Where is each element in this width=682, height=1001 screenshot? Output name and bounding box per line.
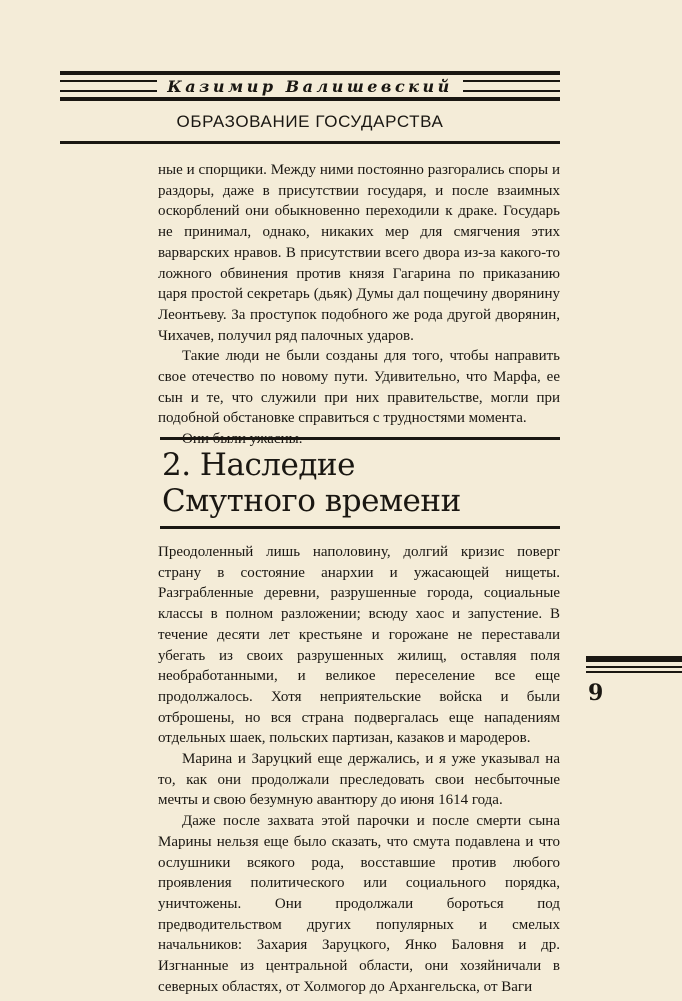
upper-text-block [158, 160, 560, 450]
paragraph: ные и спорщики. Между ними постоянно разгорались споры и раздоры, даже в присутствии государя, и после взаимных оскорблений они обыкновенно переходили к драке. Государь не принимал, однако, никаких мер для смягчения этих варварских нравов. В присутствии всего двора из-за какого-то ложного обвинения против князя Гагарина по приказанию царя простой секретарь (дьяк) Думы дал пощечину дворянину Леонтьеву. За проступок подобного же рода другой дворянин, Чихачев, получил ряд палочных ударов. [158, 162, 560, 344]
running-head-author [60, 72, 560, 100]
section-rule-bottom [160, 526, 560, 529]
section-heading-line: Смутного времени [162, 483, 461, 519]
page-number: 9 [588, 680, 604, 706]
page-number-rule [586, 666, 682, 668]
paragraph-text: Преодоленный лишь наполовину, долгий кризис поверг страну в состояние анархии и ужасающей нищеты. Разграбленные деревни, разрушенные города, социальные классы в полном разложении; всюду хаос и запустение. В течение десяти лет крестьяне и горожане не переставали убегать из своих разрушенных жилищ, оставляя поля необработанными, и великое переселение все еще продолжалось. Хотя неприятельские войска и были отброшены, но вся страна подвергалась еще нападениям отдельных шаек, польских партизан, казаков и мародеров. [158, 544, 560, 747]
paragraph [158, 542, 560, 749]
paragraph: Даже после захвата этой парочки и после смерти сына Марины нельзя еще было сказать, что смута подавлена и что ослушники всякого рода, восставшие против любого проявления политического или социального порядка, уничтожены. Они продолжали бороться под предводительством других популярных и смелых начальников: Захария Заруцкого, Янко Баловня и др. Изгнанные из центральной области, они хозяйничали в северных областях, от Холмогор до Архангельска, от Ваги [158, 813, 560, 995]
author-name: Казимир Валишевский [157, 77, 463, 96]
section-heading [162, 447, 558, 519]
page-number-rule [586, 671, 682, 673]
lower-text-block [158, 542, 560, 997]
header-underline [60, 141, 560, 144]
page-number-rule [586, 656, 682, 662]
paragraph: Такие люди не были созданы для того, чтобы направить свое отечество по новому пути. Удивительно, что Марфа, ее сын и те, что служили при них правительстве, могли при подобной обстановке справиться с трудностями момента. [158, 348, 560, 427]
section-rule-top [160, 437, 560, 440]
paragraph: Марина и Заруцкий еще держались, и я уже указывал на то, как они продолжали преследовать свои несбыточные мечты и свою безумную авантюру до июня 1614 года. [158, 751, 560, 809]
running-head-title: ОБРАЗОВАНИЕ ГОСУДАРСТВА [176, 112, 444, 131]
section-heading-line: 2. Наследие [162, 447, 355, 483]
